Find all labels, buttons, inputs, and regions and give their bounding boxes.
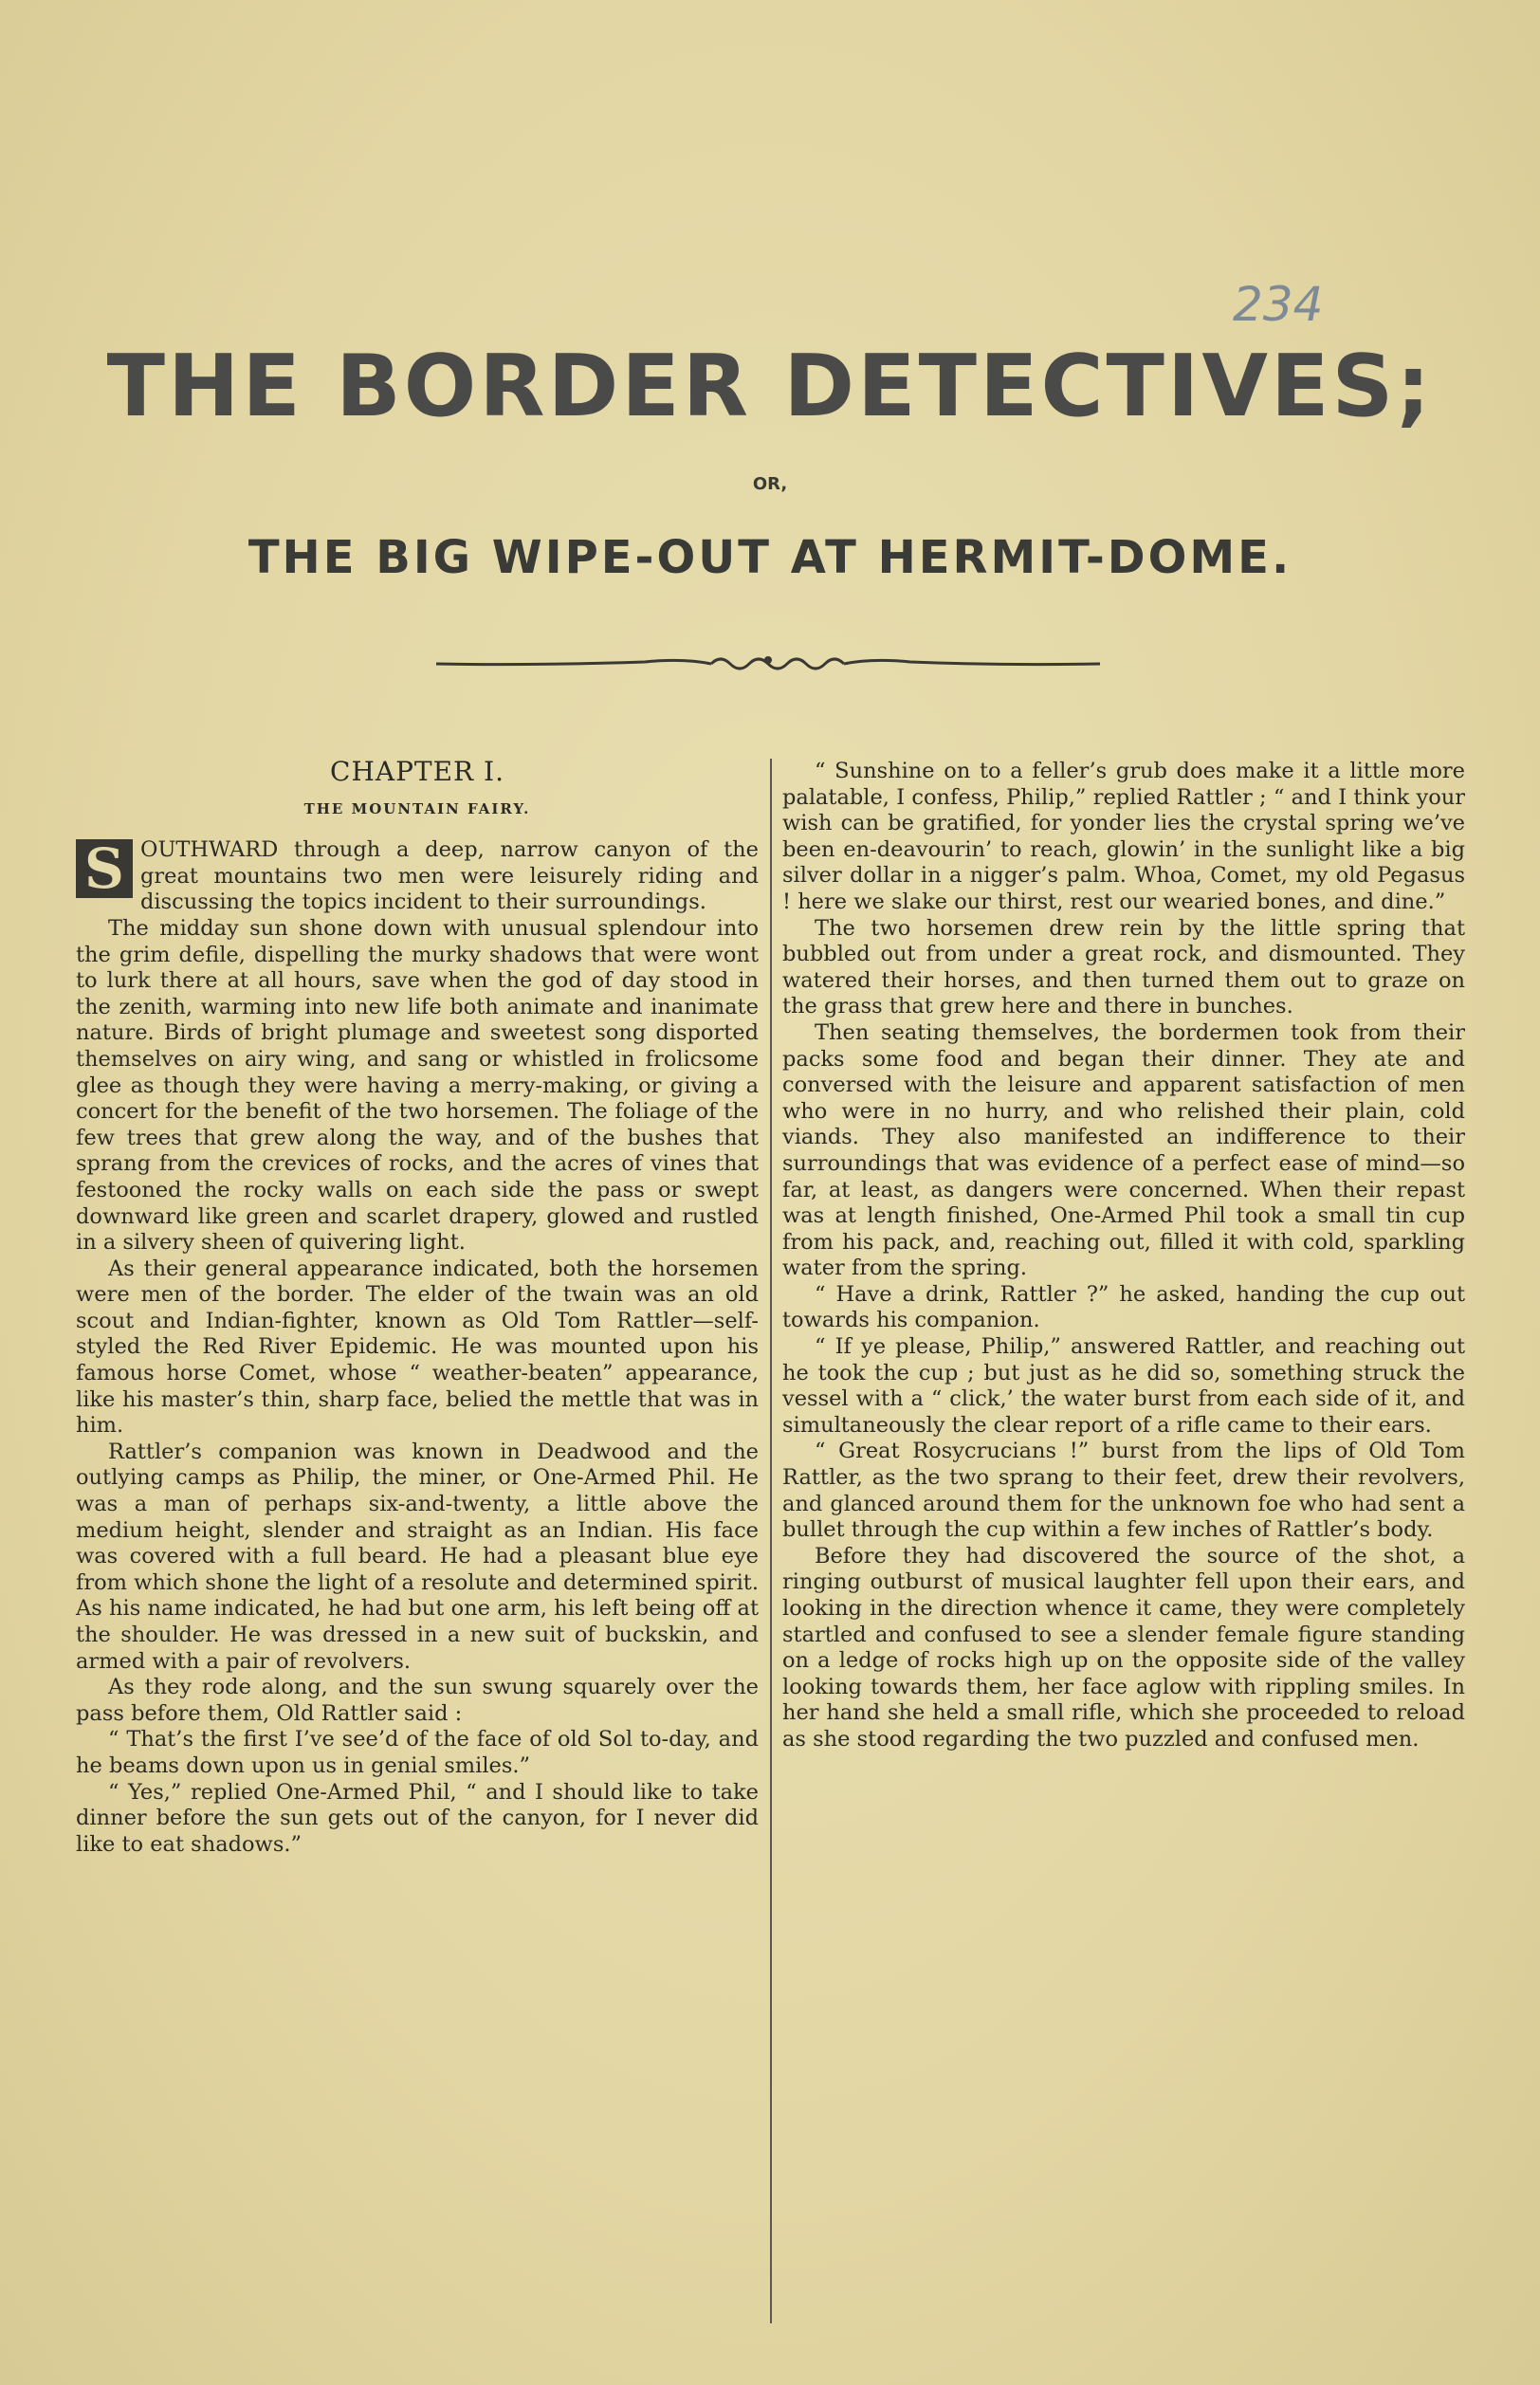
paragraph: “ Yes,” replied One-Armed Phil, “ and I should like to take dinner before the sun gets out of the canyon, for I never did like to eat shadows.” [76,1779,759,1857]
paragraph: Then seating themselves, the bordermen took from their packs some food and began their dinner. They ate and conversed with the leisure and apparent satisfaction of men who were in no hurry, and who relished their plain, cold viands. They also manifested an indifference to their surroundings that was evidence of a perfect ease of mind—so far, at least, as dangers were concerned. When their repast was at length finished, One-Armed Phil took a small tin cup from his pack, and, reaching out, filled it with cold, sparkling water from the spring. [782,1019,1465,1281]
drop-cap: S [76,839,133,898]
manuscript-number: 234 [1233,277,1324,332]
right-column [782,759,1465,1753]
chapter-heading: CHAPTER I. [330,756,504,787]
opening-paragraph-text: OUTHWARD through a deep, narrow canyon of the great mountains two men were leisurely riding and discussing the topics incident to their surroundings. [140,837,759,915]
paragraph: “ Have a drink, Rattler ?” he asked, handing the cup out towards his companion. [782,1281,1465,1333]
left-column [76,756,759,1858]
chapter-subheading: THE MOUNTAIN FAIRY. [303,799,531,817]
paragraph: The midday sun shone down with unusual splendour into the grim defile, dispelling the murky shadows that were wont to lurk there at all hours, save when the god of day stood in the zenith, warming into new life both animate and inanimate nature. Birds of bright plumage and sweetest song disported themselves on airy wing, and sang or whistled in frolicsome glee as though they were having a merry-making, or giving a concert for the benefit of the two horsemen. The foliage of the few trees that grew along the way, and of the bushes that sprang from the crevices of rocks, and the acres of vines that festooned the rocky walls on each side the pass or swept downward like green and scarlet drapery, glowed and rustled in a silvery sheen of quivering light. [76,915,759,1256]
page-subtitle: THE BIG WIPE-OUT AT HERMIT-DOME. [248,531,1292,584]
page-title: THE BORDER DETECTIVES; [106,337,1434,436]
paragraph: “ Sunshine on to a feller’s grub does make it a little more palatable, I confess, Philip,” replied Rattler ; “ and I think your wish can be gratified, for yonder lies the crystal spring we’ve been en-deavourin’ to reach, glowin’ in the sunlight like a big silver dollar in a nigger’s palm. Whoa, Comet, my old Pegasus ! here we slake our thirst, rest our wearied bones, and dine.” [782,759,1465,914]
paragraph: “ Great Rosycrucians !” burst from the lips of Old Tom Rattler, as the two sprang to their feet, drew their revolvers, and glanced around them for the unknown foe who had sent a bullet through the cup within a few inches of Rattler’s body. [782,1439,1465,1543]
paragraph: The two horsemen drew rein by the little spring that bubbled out from under a great rock, and dismounted. They watered their horses, and then turned them out to graze on the grass that grew here and there in bunches. [782,915,1465,1019]
paragraph: “ If ye please, Philip,” answered Rattler, and reaching out he took the cup ; but just as he did so, something struck the vessel with a “ click,’ the water burst from each side of it, and simultaneously the clear report of a rifle came to their ears. [782,1334,1465,1438]
paragraph: As their general appearance indicated, both the horsemen were men of the border. The elder of the twain was an old scout and Indian-fighter, known as Old Tom Rattler—self-styled the Red River Epidemic. He was mounted upon his famous horse Comet, whose “ weather-beaten” appearance, like his master’s thin, sharp face, belied the mettle that was in him. [76,1256,759,1439]
paragraph: Rattler’s companion was known in Deadwood and the outlying camps as Philip, the miner, or One-Armed Phil. He was a man of perhaps six-and-twenty, a little above the medium height, slender and straight as an Indian. His face was covered with a full beard. He had a pleasant blue eye from which shone the light of a resolute and determined spirit. As his name indicated, he had but one arm, his left being off at the shoulder. He was dressed in a new suit of buckskin, and armed with a pair of revolvers. [76,1439,759,1674]
paragraph: Before they had discovered the source of the shot, a ringing outburst of musical laughter fell upon their ears, and looking in the direction whence it came, they were completely startled and confused to see a slender female figure standing on a ledge of rocks high up on the opposite side of the valley looking towards them, her face aglow with rippling smiles. In her hand she held a small rifle, which she proceeded to reload as she stood regarding the two puzzled and confused men. [782,1543,1465,1752]
title-conjunction: OR, [752,474,788,494]
column-divider [770,759,772,2323]
paragraph: As they rode along, and the sun swung squarely over the pass before them, Old Rattler said : [76,1675,759,1726]
paragraph: “ That’s the first I’ve see’d of the face of old Sol to-day, and he beams down upon us in genial smiles.” [76,1727,759,1778]
ornamental-divider-icon [436,645,1100,683]
opening-paragraph [76,837,759,916]
